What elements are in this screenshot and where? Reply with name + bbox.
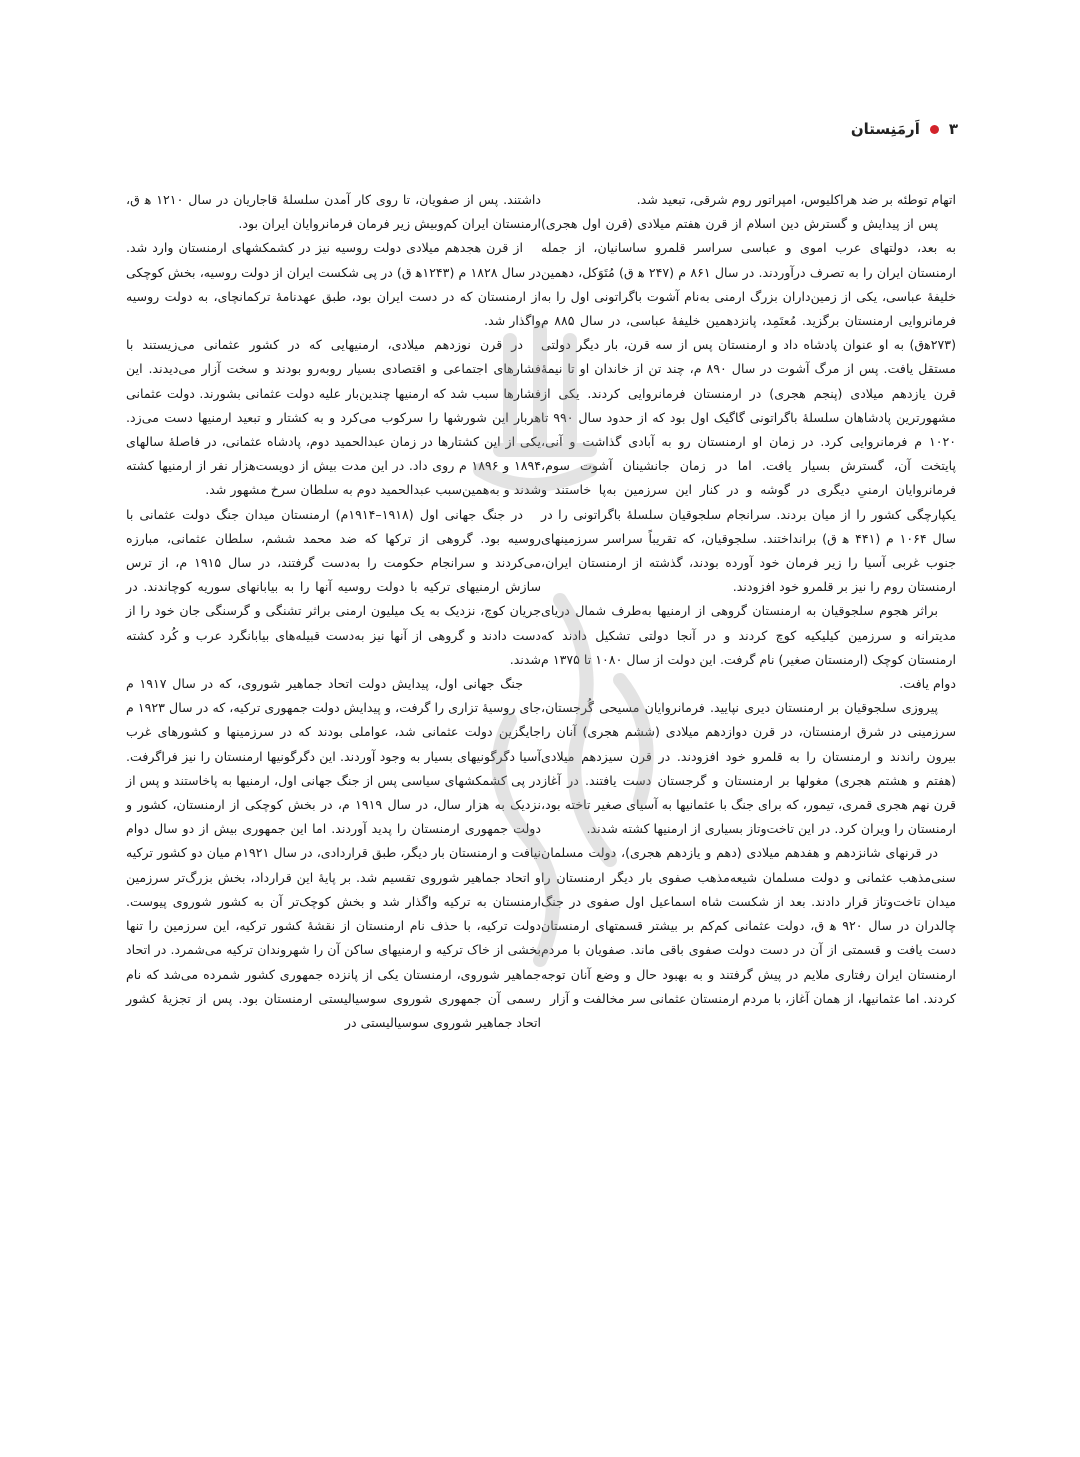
red-dot-icon [930, 125, 939, 134]
text-column-right [541, 188, 956, 1011]
page-number: ۳ [948, 120, 958, 138]
paragraph: در جنگ جهانی اول (۱۹۱۸–۱۹۱۴م) ارمنستان میدان جنگ دولت عثمانی با روسیه بود. گروهی از ترکها که ضد محمد ششم، سلطان عثمانی، مبارزه می‌کردند و سرانجام حکومت را به‌دست گرفتند، در سال ۱۹۱۵ م، از ترس سازش ارمنیهای ترکیه با دولت روسیه آنها را به بیابانهای سوریه کوچاندند. در جریان کوچ، نزدیک به یک میلیون ارمنی براثر تشنگی و گرسنگی جان خود را از دست دادند و گروهی از آنها نیز به‌دست قبیله‌های بیابانگرد عرب و کُرد کشته شدند. [126, 506, 542, 667]
paragraph: از قرن هجدهم میلادی دولت روسیه نیز در کشمکشهای ارمنستان وارد شد. در سال ۱۸۲۸ م (۱۲۴۳ﻫ ق) در پی شکست ایران از دولت روسیه، بخش کوچکی از ارمنستان که در دست ایران بود، طبق عهدنامهٔ ترکمانچای، به دولت روسیه واگذار شد. [126, 240, 541, 329]
paragraph: جنگ جهانی اول، پیدایش دولت اتحاد جماهیر شوروی، که در سال ۱۹۱۷ م جای روسیهٔ تزاری را گرفت، و پیدایش دولت جمهوری ترکیه، که در سال ۱۹۲۳ م جایگزین دولت عثمانی شد، عواملی بودند که در سرزمینها و کشورهای غرب آسیا دگرگونیهای بسیار به وجود آوردند. این دگرگونیها ارمنستان را نیز فراگرفت. در پی کشمکشهای سیاسی پس از جنگ جهانی اول، ارمنیها به پاخاستند و پس از نزدیک به هزار سال، در سال ۱۹۱۹ م، در بخش کوچکی از ارمنستان، کشور و دولت جمهوری ارمنستان را پدید آوردند. اما این جمهوری بیش از دو سال دوام نیافت و ارمنستان بار دیگر، طبق قراردادی، در سال ۱۹۲۱م میان دو کشور ترکیه و اتحاد جماهیر شوروی تقسیم شد. بر پایهٔ این قرارداد، بخش بزرگ‌تر سرزمین ارمنستان به ترکیه واگذار شد و بخش کوچک‌تر آن به کشور شوروی پیوست. دولت ترکیه، با حذف نام ارمنستان از نقشهٔ کشور ترکیه، این سرزمین را تنها بخشی از خاک ترکیه و ارمنیهای ساکن آن را شهروندان ترکیه می‌شمرد. در اتحاد جماهیر شوروی، ارمنستان یکی از پانزده جمهوری کشور شمرده می‌شد که نام رسمی آن جمهوری شوروی سوسیالیستی ارمنستان بود. پس از تجزیهٔ کشور اتحاد جماهیر شوروی سوسیالیستی در [126, 676, 541, 1030]
paragraph: پس از پیدایش و گسترش دین اسلام از قرن هفتم میلادی (قرن اول هجری) به بعد، دولتهای عرب اموی و عباسی سراسر قلمرو ساسانیان، از جمله ارمنستان ایران را به تصرف درآوردند. در سال ۸۶۱ م (۲۴۷ ﻫ ق) مُتَوَکل، دهمین خلیفهٔ عباسی، یکی از زمین‌داران بزرگ ارمنی به‌نام آشوت باگراتونی اول را به فرمانروایی ارمنستان برگزید. مُعتَمِد، پانزدهمین خلیفهٔ عباسی، در سال ۸۸۵ م (۲۷۳ﻫق) به او عنوان پادشاه داد و ارمنستان پس از سه قرن، بار دیگر دولتی مستقل یافت. پس از مرگ آشوت در سال ۸۹۰ م، چند تن از خاندان او تا نیمهٔ قرن یازدهم میلادی (پنجم هجری) در ارمنستان فرمانروایی کردند. یکی از مشهورترین پادشاهان سلسلهٔ باگراتونی گاگیک اول بود که از حدود سال ۹۹۰ تا ۱۰۲۰ م فرمانروایی کرد. در زمان او ارمنستان رو به آبادی گذاشت و آنی، پایتخت آن، گسترش بسیار یافت. اما در زمان جانشینان آشوت سوم، فرمانروایان ارمنیِ دیگری در گوشه و در کنار این سرزمین به‌پا خاستند و یکپارچگی کشور را از میان بردند. سرانجام سلجوقیان سلسلهٔ باگراتونی را در سال ۱۰۶۴ م (۴۴۱ ﻫ ق) برانداختند. سلجوقیان، که تقریباً سراسر سرزمینهای جنوب غربی آسیا را زیر فرمان خود آورده بودند، گذشته از ارمنستان ایران، ارمنستان روم را نیز بر قلمرو خود افزودند. [541, 216, 957, 595]
running-header [851, 120, 958, 138]
paragraph: براثر هجوم سلجوقیان به ارمنستان گروهی از ارمنیها به‌طرف شمال دریای مدیترانه و سرزمین کیلیکیه کوچ کردند و در آنجا دولتی تشکیل دادند که ارمنستان کوچک (ارمنستان صغیر) نام گرفت. این دولت از سال ۱۰۸۰ تا ۱۳۷۵ م دوام یافت. [541, 603, 956, 692]
paragraph: در قرنهای شانزدهم و هفدهم میلادی (دهم و یازدهم هجری)، دولت مسلمان سنی‌مذهب عثمانی و دولت مسلمان شیعه‌مذهب صفوی بار دیگر ارمنستان را میدان تاخت‌وتاز قرار دادند. بعد از شکست شاه اسماعیل اول صفوی در جنگ چالدران در سال ۹۲۰ ﻫ ق، دولت عثمانی کم‌کم بر بیشتر قسمتهای ارمنستان دست یافت و قسمتی از آن در دست دولت صفوی باقی ماند. صفویان با مردم ارمنستان ایران رفتاری ملایم در پیش گرفتند و به بهبود حال و وضع آنان توجه کردند. اما عثمانیها، از همان آغاز، با مردم ارمنستان عثمانی سر مخالفت و آزار [541, 845, 957, 1006]
running-title: اَرمَنِستان [850, 120, 920, 138]
paragraph: اتهام توطئه بر ضد هراکلیوس، امپراتور روم شرقی، تبعید شد. [636, 192, 956, 207]
paragraph: در قرن نوزدهم میلادی، ارمنیهایی که در کشور عثمانی می‌زیستند با فشارهای اجتماعی و اقتصادی بسیار روبه‌رو بودند و سخت آزار می‌دیدند. این فشارها سبب شد که ارمنیها چندین‌بار علیه دولت عثمانی بشورند. دولت عثمانی هربار این شورشها را سرکوب می‌کرد و به کشتار و تبعید ارمنیها دست می‌زد. یکی از این کشتارها در زمان عبدالحمید دوم، پادشاه عثمانی، در فاصلهٔ سالهای ۱۸۹۴ و ۱۸۹۶ م روی داد. در این مدت بیش از دویست‌هزار نفر از ارمنیها کشته شدند و به‌همین‌سبب عبدالحمید دوم به سلطان سرخ مشهور شد. [126, 337, 541, 498]
text-column-left [126, 188, 541, 1035]
paragraph: داشتند. پس از صفویان، تا روی کار آمدن سلسلهٔ قاجاریان در سال ۱۲۱۰ ﻫ ق، ارمنستان ایران کم‌وبیش زیر فرمان فرمانروایان ایران بود. [126, 192, 542, 232]
paragraph: پیروزی سلجوقیان بر ارمنستان دیری نپایید. فرمانروایان مسیحی گُرجستان، سرزمینی در شرق ارمنستان، در قرن دوازدهم میلادی (ششم هجری) آنان را بیرون راندند و ارمنستان را به قلمرو خود افزودند. در قرن سیزدهم میلادی (هفتم و هشتم هجری) مغولها بر ارمنستان و گرجستان دست یافتند. در آغاز قرن نهم هجری قمری، تیمور، که برای جنگ با عثمانیها به آسیای صغیر تاخته بود، ارمنستان را ویران کرد. در این تاخت‌وتاز بسیاری از ارمنیها کشته شدند. [541, 700, 956, 837]
